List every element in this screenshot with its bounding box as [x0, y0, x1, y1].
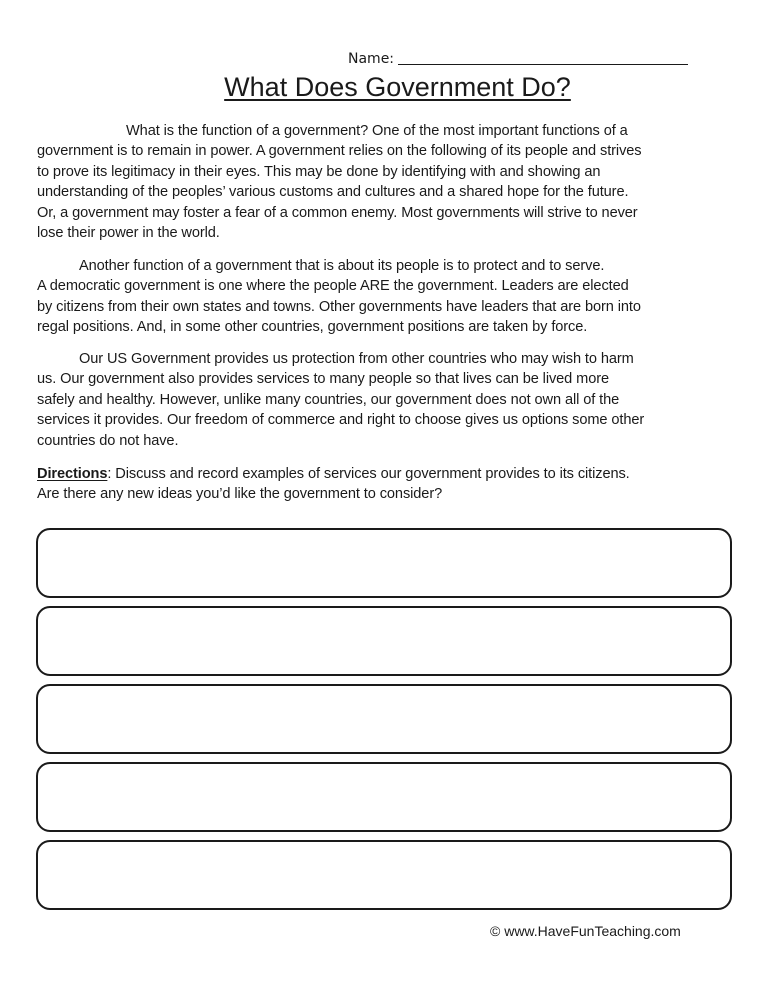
paragraph-1	[37, 121, 737, 243]
name-row	[348, 44, 708, 68]
paragraph-line: lose their power in the world.	[37, 225, 220, 242]
answer-box-5[interactable]	[36, 840, 732, 910]
paragraph-line: by citizens from their own states and towns. Other governments have leaders that are born into	[37, 298, 641, 315]
answer-boxes	[36, 528, 732, 918]
paragraph-line: us. Our government also provides services to many people so that lives can be lived more	[37, 371, 609, 388]
directions-label: Directions	[37, 466, 108, 482]
name-input-line[interactable]	[398, 48, 688, 65]
paragraph-2	[37, 256, 737, 338]
paragraph-line: regal positions. And, in some other countries, government positions are taken by force.	[37, 319, 588, 336]
answer-box-4[interactable]	[36, 762, 732, 832]
name-label: Name:	[348, 51, 395, 67]
paragraph-line: countries do not have.	[37, 432, 179, 449]
paragraph-line: to prove its legitimacy in their eyes. This may be done by identifying with and showing an	[37, 163, 601, 180]
paragraph-line: safely and healthy. However, unlike many countries, our government does not own all of the	[37, 391, 620, 408]
paragraph-line: government is to remain in power. A government relies on the following of its people and strives	[37, 143, 642, 160]
directions-text: : Discuss and record examples of services our government provides to its citizens.	[107, 466, 630, 482]
paragraph-line: services it provides. Our freedom of commerce and right to choose gives us options some other	[37, 412, 645, 429]
paragraph-line: A democratic government is one where the people ARE the government. Leaders are elected	[37, 278, 629, 295]
answer-box-3[interactable]	[36, 684, 732, 754]
paragraph-text: What is the function of a government? One of the most important functions of a	[126, 123, 628, 139]
paragraph-3	[37, 349, 737, 451]
paragraph-line: understanding of the peoples’ various customs and cultures and a shared hope for the future.	[37, 184, 629, 201]
paragraph-line	[37, 256, 737, 276]
answer-box-2[interactable]	[36, 606, 732, 676]
directions-line	[37, 464, 737, 484]
worksheet-title: What Does Government Do?	[224, 72, 571, 102]
paragraph-text: Our US Government provides us protection from other countries who may wish to harm	[79, 351, 634, 367]
copyright-footer: © www.HaveFunTeaching.com	[490, 923, 681, 939]
paragraph-line	[37, 121, 737, 141]
paragraph-text: Another function of a government that is about its people is to protect and to serve.	[79, 258, 605, 274]
paragraph-line: Or, a government may foster a fear of a common enemy. Most governments will strive to never	[37, 204, 638, 221]
answer-box-1[interactable]	[36, 528, 732, 598]
paragraph-line	[37, 349, 737, 369]
directions-line: Are there any new ideas you’d like the government to consider?	[37, 486, 443, 503]
directions	[37, 464, 737, 505]
